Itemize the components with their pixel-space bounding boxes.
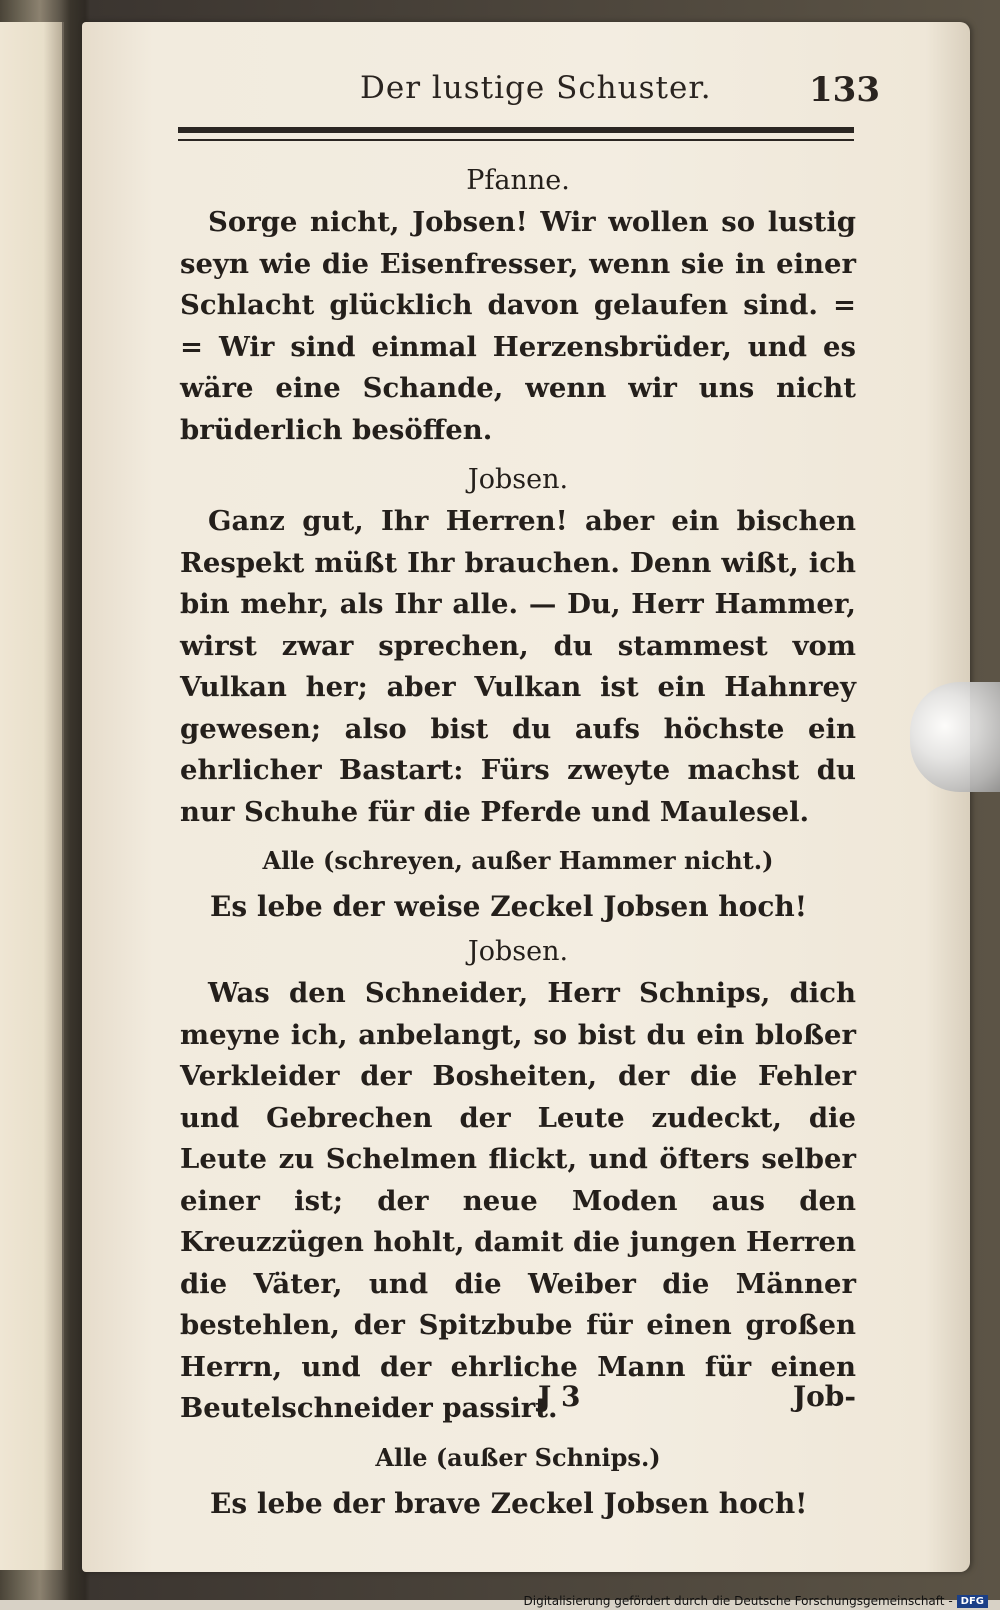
speaker-name: Jobsen.	[467, 936, 569, 967]
dfg-logo: DFG	[957, 1595, 988, 1608]
header-rule-thin	[178, 139, 854, 141]
text-column	[180, 160, 856, 1528]
credit-text: Digitalisierung gefördert durch die Deutsche Forschungsgemeinschaft -	[523, 1594, 953, 1608]
dialogue-paragraph: Ganz gut, Ihr Herren! aber ein bischen Respekt müßt Ihr brauchen. Denn wißt, ich bin mehr, als Ihr alle. — Du, Herr Hammer, wirst zwar sprechen, du stammest vom Vulkan her; aber Vulkan ist ein Hahnrey gewesen; also bist du aufs höchste ein ehrlicher Bastart: Fürs zweyte machst du nur Schuhe für die Pferde und Maulesel.	[180, 505, 856, 828]
catchword: Job-	[792, 1380, 856, 1413]
running-title: Der lustige Schuster.	[360, 70, 712, 106]
stage-direction: Alle (außer Schnips.)	[375, 1442, 661, 1472]
dialogue-line: Es lebe der brave Zeckel Jobsen hoch!	[210, 1486, 808, 1520]
stage-direction: Alle (schreyen, außer Hammer nicht.)	[262, 846, 774, 875]
dialogue-paragraph: Sorge nicht, Jobsen! Wir wollen so lustig seyn wie die Eisenfresser, wenn sie in einer Schlacht glücklich davon gelaufen sind. = = Wir sind einmal Herzensbrüder, und es wäre eine Schande, wenn wir uns nicht brüderlich besöffen.	[180, 206, 856, 446]
dialogue-paragraph: Was den Schneider, Herr Schnips, dich meyne ich, anbelangt, so bist du ein bloßer Verkleider der Bosheiten, der die Fehler und Gebrechen der Leute zudeckt, die Leute zu Schelmen flickt, und öfters selber einer ist; der neue Moden aus den Kreuzzügen hohlt, damit die jungen Herren die Väter, und die Weiber die Männer bestehlen, der Spitzbube für einen großen Herrn, und der ehrliche Mann für einen Beutelschneider passirt.	[180, 977, 856, 1424]
page-foot	[180, 1380, 856, 1424]
speaker-name: Pfanne.	[466, 165, 570, 196]
signature-mark: J 3	[538, 1380, 581, 1413]
speaker-name: Jobsen.	[467, 464, 569, 495]
page-number: 133	[809, 70, 880, 110]
dialogue-line: Es lebe der weise Zeckel Jobsen hoch!	[210, 890, 808, 923]
page-header	[360, 70, 880, 120]
header-rule-thick	[178, 127, 854, 133]
facing-page-edge	[0, 22, 64, 1570]
digitization-credit	[524, 1592, 989, 1610]
page-clip	[910, 682, 1000, 792]
